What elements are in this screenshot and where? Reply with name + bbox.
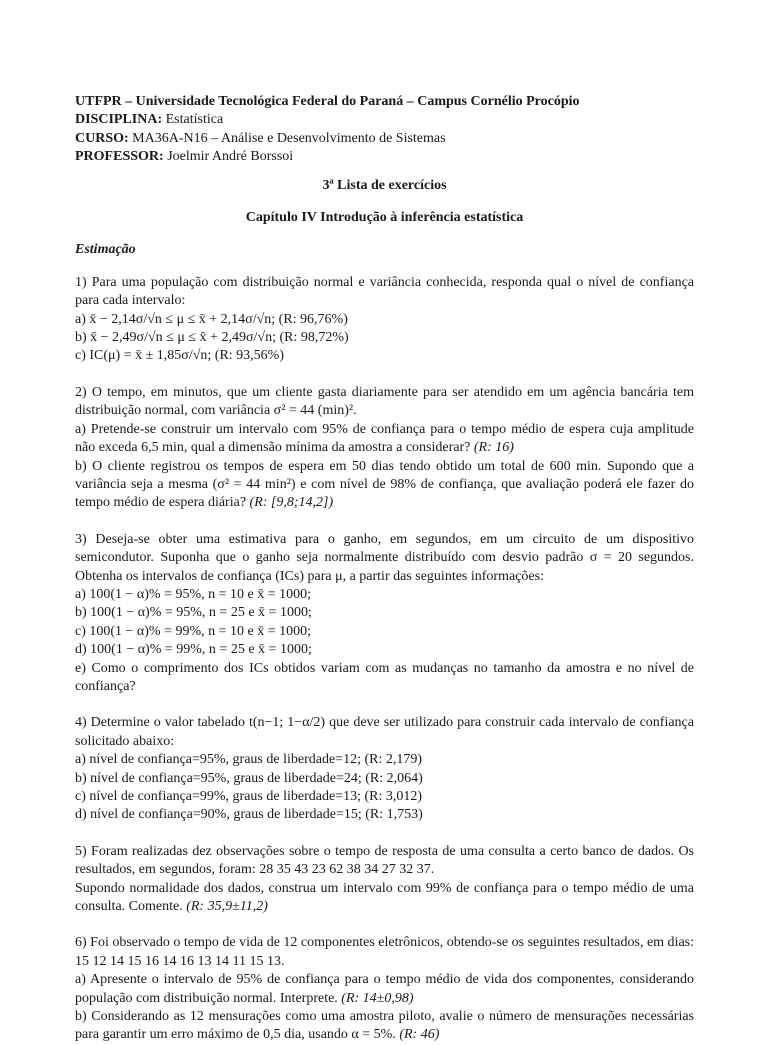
institution-line: UTFPR – Universidade Tecnológica Federal do Paraná – Campus Cornélio Procópio: [75, 94, 580, 109]
section-heading: Estimação: [75, 242, 136, 258]
q5-answer: (R: 35,9±11,2): [186, 899, 268, 915]
q5-text: Supondo normalidade dos dados, construa um intervalo com 99% de confiança para o tempo médio de uma consulta. Comente. (R: 35,9±11,2): [75, 880, 694, 915]
exercise-sheet: [75, 93, 694, 1045]
q1-intro: 1) Para uma população com distribuição normal e variância conhecida, responda qual o nível de confiança para cada intervalo:: [75, 274, 694, 309]
question-3: [75, 531, 694, 697]
chapter-title: Capítulo IV Introdução à inferência estatística: [245, 210, 524, 226]
question-1: [75, 274, 694, 366]
q2-item-a: a) Pretende-se construir um intervalo com 95% de confiança para o tempo médio de espera cuja amplitude não exceda 6,5 min, qual a dimensão mínima da amostra a considerar? (R: 16): [75, 421, 694, 456]
q1-item-a: a) x̄ − 2,14σ/√n ≤ μ ≤ x̄ + 2,14σ/√n; (R: 96,76%): [75, 311, 348, 327]
question-5: [75, 843, 694, 917]
q3-intro: 3) Deseja-se obter uma estimativa para o ganho, em segundos, em um circuito de um dispositivo semicondutor. Suponha que o ganho seja normalmente distribuído com desvio padrão σ = 20 segundos. Obtenha os intervalos de confiança (ICs) para μ, a partir das seguintes informações:: [75, 531, 694, 584]
question-4: [75, 714, 694, 824]
question-6: [75, 934, 694, 1044]
q3-item-d: d) 100(1 − α)% = 99%, n = 25 e x̄ = 1000;: [75, 642, 312, 658]
q4-item-a: a) nível de confiança=95%, graus de liberdade=12; (R: 2,179): [75, 752, 423, 768]
q2-a-answer: (R: 16): [473, 440, 514, 456]
q2-item-b: b) O cliente registrou os tempos de espera em 50 dias tendo obtido um total de 600 min. Supondo que a variância seja a mesma (σ² = 44 min²) e com nível de 98% de confiança, que avaliação poderá ele fazer do tempo médio de espera diária? (R: [9,8;14,2]): [75, 458, 694, 511]
q6-b-answer: (R: 46): [399, 1027, 440, 1043]
q4-item-d: d) nível de confiança=90%, graus de liberdade=15; (R: 1,753): [75, 807, 423, 823]
q1-item-c: c) IC(μ) = x̄ ± 1,85σ/√n; (R: 93,56%): [75, 348, 285, 364]
q2-intro: 2) O tempo, em minutos, que um cliente gasta diariamente para ser atendido em um agência bancária tem distribuição normal, com variância σ² = 44 (min)².: [75, 384, 694, 419]
q6-item-b: b) Considerando as 12 mensurações como uma amostra piloto, avalie o número de mensurações necessárias para garantir um erro máximo de 0,5 dia, usando α = 5%. (R: 46): [75, 1009, 694, 1043]
q6-intro: 6) Foi observado o tempo de vida de 12 componentes eletrônicos, obtendo-se os seguintes resultados, em dias: 15 12 14 15 16 14 16 13 14 11 15 13.: [75, 935, 694, 969]
q4-intro: 4) Determine o valor tabelado t(n−1; 1−α/2) que deve ser utilizado para construir cada intervalo de confiança solicitado abaixo:: [75, 715, 694, 749]
q6-a-answer: (R: 14±0,98): [341, 990, 414, 1006]
q6-item-a: a) Apresente o intervalo de 95% de confiança para o tempo médio de vida dos componentes, considerando população com distribuição normal. Interprete. (R: 14±0,98): [75, 972, 694, 1006]
q3-item-b: b) 100(1 − α)% = 95%, n = 25 e x̄ = 1000;: [75, 605, 312, 621]
q3-item-a: a) 100(1 − α)% = 95%, n = 10 e x̄ = 1000;: [75, 586, 312, 602]
q3-item-e: e) Como o comprimento dos ICs obtidos variam com as mudanças no tamanho da amostra e no nível de confiança?: [75, 660, 694, 694]
q4-item-c: c) nível de confiança=99%, graus de liberdade=13; (R: 3,012): [75, 789, 423, 804]
question-2: [75, 384, 694, 513]
q1-item-b: b) x̄ − 2,49σ/√n ≤ μ ≤ x̄ + 2,49σ/√n; (R: 98,72%): [75, 330, 349, 346]
q4-item-b: b) nível de confiança=95%, graus de liberdade=24; (R: 2,064): [75, 770, 423, 786]
list-title: 3ª Lista de exercícios: [322, 177, 447, 193]
q2-b-answer: (R: [9,8;14,2]): [249, 495, 334, 511]
course-line: CURSO: MA36A-N16 – Análise e Desenvolvimento de Sistemas: [75, 130, 446, 146]
q3-item-c: c) 100(1 − α)% = 99%, n = 10 e x̄ = 1000;: [75, 623, 312, 639]
discipline-line: DISCIPLINA: Estatística: [75, 112, 224, 128]
q5-intro: 5) Foram realizadas dez observações sobre o tempo de resposta de uma consulta a certo banco de dados. Os resultados, em segundos, foram: 28 35 43 23 62 38 34 27 32 37.: [75, 843, 694, 878]
professor-line: PROFESSOR: Joelmir André Borssoi: [75, 149, 294, 165]
